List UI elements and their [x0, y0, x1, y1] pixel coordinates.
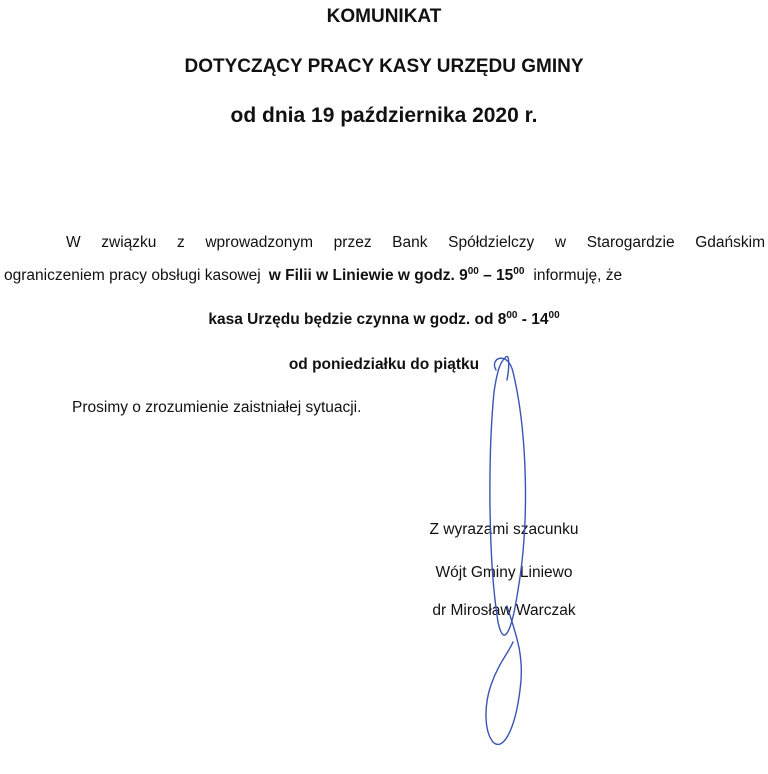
- paragraph-1-lead-text: ograniczeniem pracy obsługi kasowej: [4, 267, 261, 284]
- office-days-text: od poniedziałku do piątku: [288, 356, 480, 373]
- signature-stroke-lower: [486, 606, 521, 744]
- document-title: KOMUNIKAT: [326, 6, 442, 27]
- signature-stroke: [490, 356, 526, 635]
- office-hours-start-minutes: 00: [506, 310, 518, 321]
- bank-branch-hours: [269, 267, 525, 284]
- bank-hours-end-minutes: 00: [513, 266, 525, 277]
- paragraph-1-tail-text: informuję, że: [533, 267, 623, 284]
- office-hours-text: kasa Urzędu będzie czynna w godz. od 8: [208, 311, 507, 328]
- signature-name: dr Mirosław Warczak: [432, 602, 576, 619]
- signature-closing: Z wyrazami szacunku: [429, 521, 579, 538]
- bank-hours-end: – 15: [478, 267, 514, 284]
- paragraph-1-line-1: W związku z wprowadzonym przez Bank Spółdzielczy w Starogardzie Gdańskim: [66, 234, 765, 251]
- office-hours-line: [0, 310, 768, 330]
- document-date-line: od dnia 19 października 2020 r.: [230, 104, 538, 127]
- paragraph-1-line-2: [4, 266, 622, 286]
- office-hours-end: - 14: [517, 311, 549, 328]
- signature-role: Wójt Gminy Liniewo: [435, 564, 573, 581]
- paragraph-2: Prosimy o zrozumienie zaistniałej sytuacji.: [72, 399, 362, 416]
- document-subtitle: DOTYCZĄCY PRACY KASY URZĘDU GMINY: [184, 56, 584, 77]
- office-days-line: [0, 355, 768, 375]
- bank-hours-start-minutes: 00: [467, 266, 479, 277]
- bank-branch-hours-text: w Filii w Liniewie w godz. 9: [268, 267, 468, 284]
- office-hours-end-minutes: 00: [548, 310, 560, 321]
